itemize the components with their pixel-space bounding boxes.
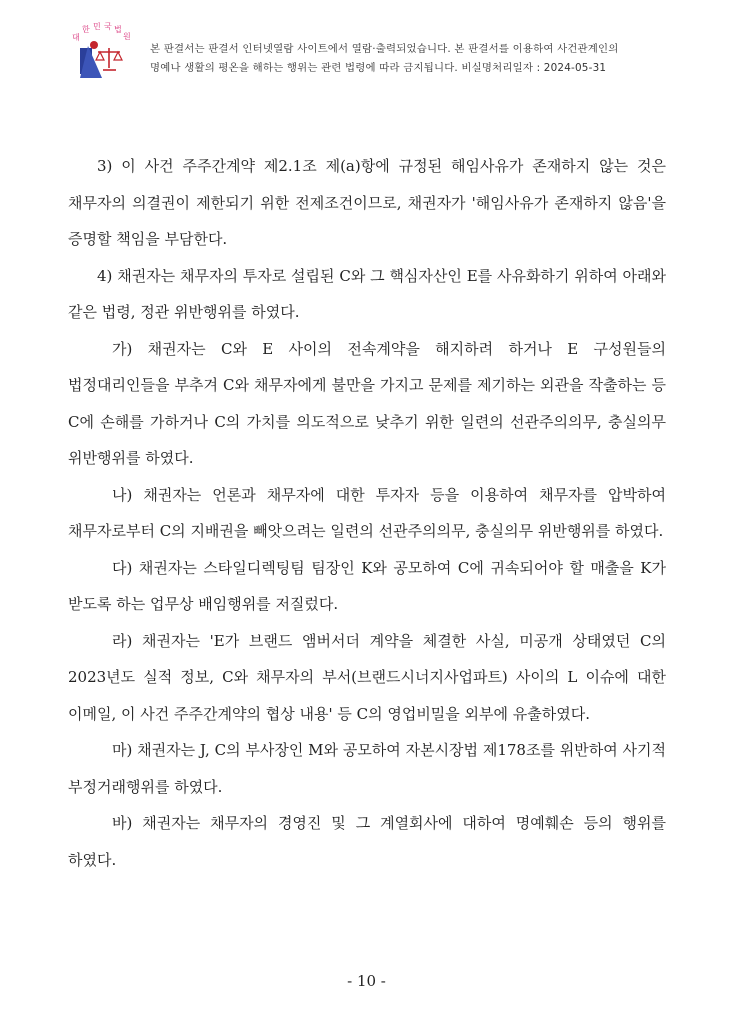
page-number: - 10 -: [347, 972, 386, 990]
svg-text:민: 민: [93, 22, 101, 31]
svg-text:국: 국: [104, 22, 112, 31]
svg-text:법: 법: [114, 25, 122, 34]
paragraph-ba: 바) 채권자는 채무자의 경영진 및 그 계열회사에 대하여 명예훼손 등의 행위를 하였다.: [68, 814, 666, 869]
paragraph-ga: 가) 채권자는 C와 E 사이의 전속계약을 해지하려 하거나 E 구성원들의 법정대리인들을 부추겨 C와 채무자에게 불만을 가지고 문제를 제기하는 외관을 작출하는 등 C에 손해를 가하거나 C의 가치를 의도적으로 낮추기 위한 일련의 선관주의의무, 충실의무 위반행위를 하였다.: [68, 339, 666, 467]
paragraph-ra: 라) 채권자는 'E가 브랜드 앰버서더 계약을 체결한 사실, 미공개 상태였던 C의 2023년도 실적 정보, C와 채무자의 부서(브랜드시너지사업파트) 사이의 L 이슈에 대한 이메일, 이 사건 주주간계약의 협상 내용' 등 C의 영업비밀을 외부에 유출하였다.: [68, 631, 666, 723]
access-notice: [150, 40, 720, 78]
paragraph-3: 3) 이 사건 주주간계약 제2.1조 제(a)항에 규정된 해임사유가 존재하지 않는 것은 채무자의 의결권이 제한되기 위한 전제조건이므로, 채권자가 '해임사유가 존재하지 않음'을 증명할 책임을 부담한다.: [68, 157, 666, 248]
document-body: [68, 148, 666, 878]
paragraph-na: 나) 채권자는 언론과 채무자에 대한 투자자 등을 이용하여 채무자를 압박하여 채무자로부터 C의 지배권을 빼앗으려는 일련의 선관주의의무, 충실의무 위반행위를 하였다.: [68, 485, 666, 540]
document-header: [58, 18, 718, 82]
paragraph-da: 다) 채권자는 스타일디렉팅팀 팀장인 K와 공모하여 C에 귀속되어야 할 매출을 K가 받도록 하는 업무상 배임행위를 저질렀다.: [68, 558, 666, 613]
svg-text:대: 대: [72, 33, 80, 42]
svg-text:원: 원: [123, 32, 131, 41]
paragraph-ma: 마) 채권자는 J, C의 부사장인 M와 공모하여 자본시장법 제178조를 위반하여 사기적 부정거래행위를 하였다.: [68, 741, 666, 796]
notice-line-1: 본 판결서는 판결서 인터넷열람 사이트에서 열람·출력되었습니다. 본 판결서를 이용하여 사건관계인의: [150, 43, 619, 55]
svg-text:한: 한: [82, 25, 90, 34]
paragraph-4: 4) 채권자는 채무자의 투자로 설립된 C와 그 핵심자산인 E를 사유화하기 위하여 아래와 같은 법령, 정관 위반행위를 하였다.: [68, 266, 666, 321]
court-logo-icon: [58, 18, 138, 82]
notice-line-2: 명예나 생활의 평온을 해하는 행위는 관련 법령에 따라 금지됩니다. 비실명처리일자 : 2024-05-31: [150, 62, 607, 74]
